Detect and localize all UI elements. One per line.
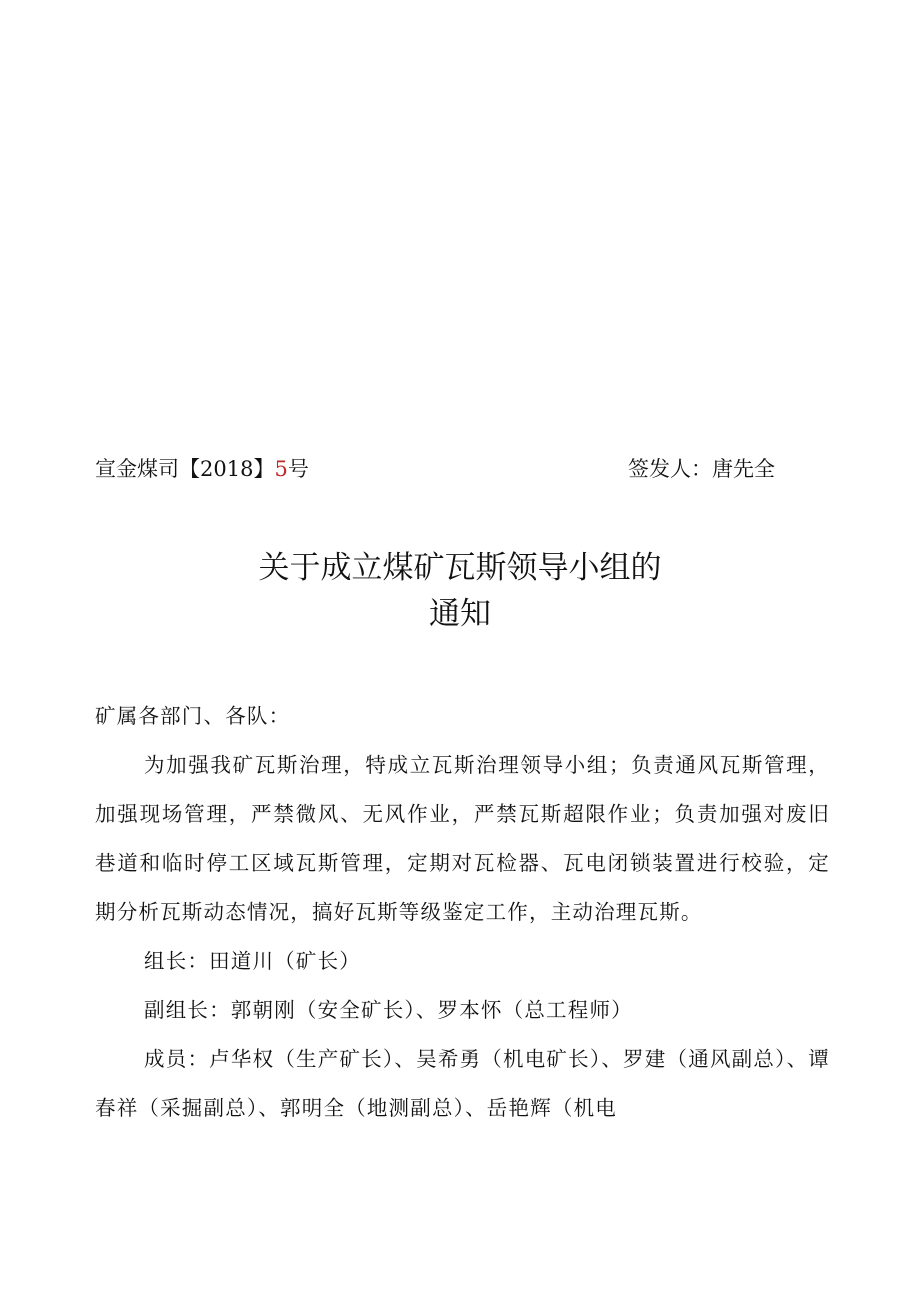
document-number (95, 452, 309, 486)
document-body (95, 692, 830, 1133)
title-line-1: 关于成立煤矿瓦斯领导小组的 (258, 550, 662, 586)
document-number-prefix: 宣金煤司【2018】 (95, 457, 275, 481)
document-title (0, 545, 920, 637)
body-paragraph: 为加强我矿瓦斯治理，特成立瓦斯治理领导小组；负责通风瓦斯管理，加强现场管理，严禁微风、无风作业，严禁瓦斯超限作业；负责加强对废旧巷道和临时停工区域瓦斯管理，定期对瓦检器、瓦电闭锁装置进行校验，定期分析瓦斯动态情况，搞好瓦斯等级鉴定工作，主动治理瓦斯。 (95, 753, 830, 924)
document-header (95, 452, 775, 486)
group-leader: 组长：田道川（矿长） (144, 949, 361, 973)
group-members: 成员：卢华权（生产矿长）、吴希勇（机电矿长）、罗建（通风副总）、谭春祥（采掘副总）、郭明全（地测副总）、岳艳辉（机电 (95, 1047, 830, 1120)
deputy-leaders: 副组长：郭朝刚（安全矿长）、罗本怀（总工程师） (144, 998, 633, 1022)
title-line-2: 通知 (429, 596, 491, 632)
salutation: 矿属各部门、各队： (95, 704, 291, 728)
document-number-value: 5 (274, 457, 288, 481)
issuer-signature: 签发人：唐先全 (628, 457, 775, 481)
document-number-suffix: 号 (287, 457, 309, 481)
